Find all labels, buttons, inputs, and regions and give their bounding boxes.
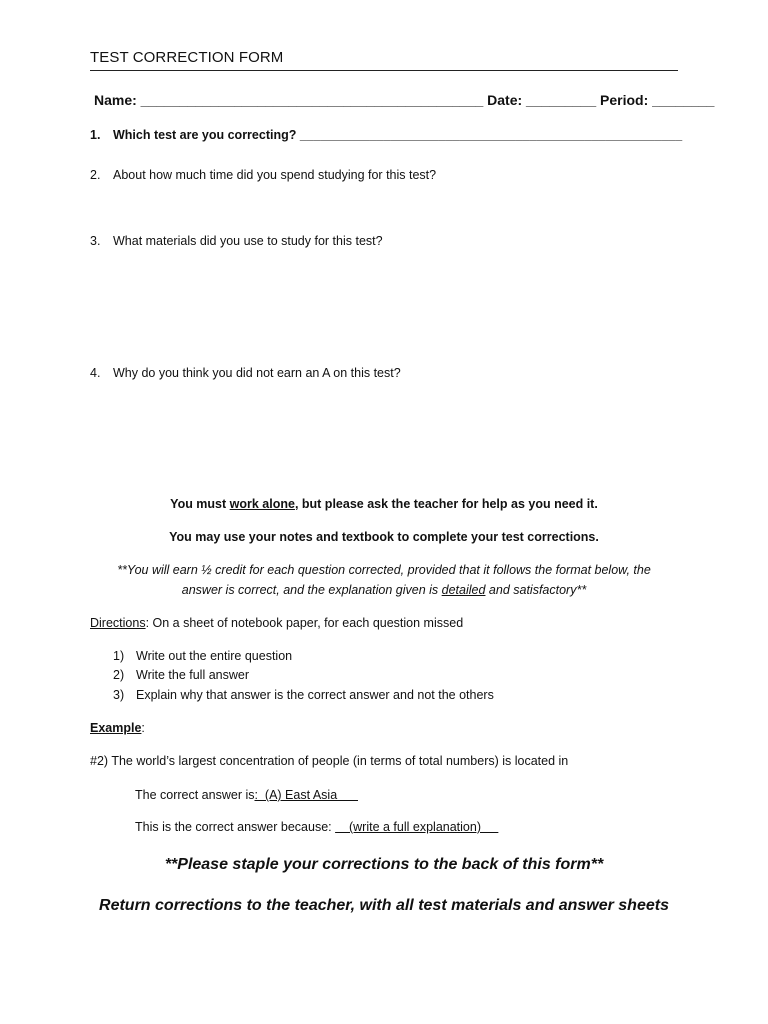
question-3 xyxy=(90,234,383,248)
question-1 xyxy=(90,128,682,142)
directions xyxy=(90,616,463,630)
return-note: Return corrections to the teacher, with all test materials and answer sheets xyxy=(99,897,669,914)
list-number: 2) xyxy=(113,668,125,682)
example-label: Example xyxy=(90,721,142,735)
staple-note: **Please staple your corrections to the back of this form** xyxy=(164,856,604,873)
title-rule xyxy=(90,70,678,71)
question-number: 2. xyxy=(90,168,101,182)
question-number: 3. xyxy=(90,234,101,248)
because-pre: This is the correct answer because: xyxy=(135,820,336,834)
credit-note-line-2 xyxy=(0,583,768,597)
credit-line2-emphasis: detailed xyxy=(441,583,486,597)
answer-pre: The correct answer is xyxy=(135,788,255,802)
question-number: 4. xyxy=(90,366,101,380)
list-number: 3) xyxy=(113,688,125,702)
question-number: 1. xyxy=(90,128,101,142)
example-answer xyxy=(135,788,358,802)
work-alone-pre: You must xyxy=(170,497,230,511)
credit-line2-pre: answer is correct, and the explanation given is xyxy=(181,583,442,597)
form-title: TEST CORRECTION FORM xyxy=(90,49,284,66)
answer-value: : (A) East Asia xyxy=(254,788,358,802)
list-text: Write out the entire question xyxy=(136,649,293,663)
question-text: Which test are you correcting? _______________________________________________________ xyxy=(113,128,683,142)
list-text: Write the full answer xyxy=(136,668,250,682)
question-text: Why do you think you did not earn an A on this test? xyxy=(113,366,401,380)
list-item xyxy=(113,668,249,682)
credit-line2-post: and satisfactory** xyxy=(485,583,587,597)
name-date-period-line: Name: ____________________________________________ Date: _________ Period: ________ xyxy=(94,92,715,108)
directions-label: Directions xyxy=(90,616,146,630)
example-heading xyxy=(90,721,145,735)
question-text: About how much time did you spend studying for this test? xyxy=(113,168,437,182)
list-item xyxy=(113,688,494,702)
work-alone-post: , but please ask the teacher for help as you need it. xyxy=(294,497,598,511)
question-text: What materials did you use to study for this test? xyxy=(113,234,383,248)
work-alone-emphasis: work alone xyxy=(229,497,295,511)
question-4 xyxy=(90,366,401,380)
list-item xyxy=(113,649,292,663)
list-number: 1) xyxy=(113,649,125,663)
question-2 xyxy=(90,168,436,182)
example-question: #2) The world’s largest concentration of people (in terms of total numbers) is located in xyxy=(90,754,569,768)
directions-text: : On a sheet of notebook paper, for each question missed xyxy=(145,616,464,630)
list-text: Explain why that answer is the correct answer and not the others xyxy=(136,688,494,702)
because-value: (write a full explanation) xyxy=(335,820,499,834)
credit-note-line-1: **You will earn ½ credit for each question corrected, provided that it follows the format below, the xyxy=(117,563,651,577)
example-colon: : xyxy=(141,721,145,735)
work-alone-instruction xyxy=(0,497,768,511)
example-explanation xyxy=(135,820,498,834)
notes-instruction: You may use your notes and textbook to complete your test corrections. xyxy=(169,530,599,544)
